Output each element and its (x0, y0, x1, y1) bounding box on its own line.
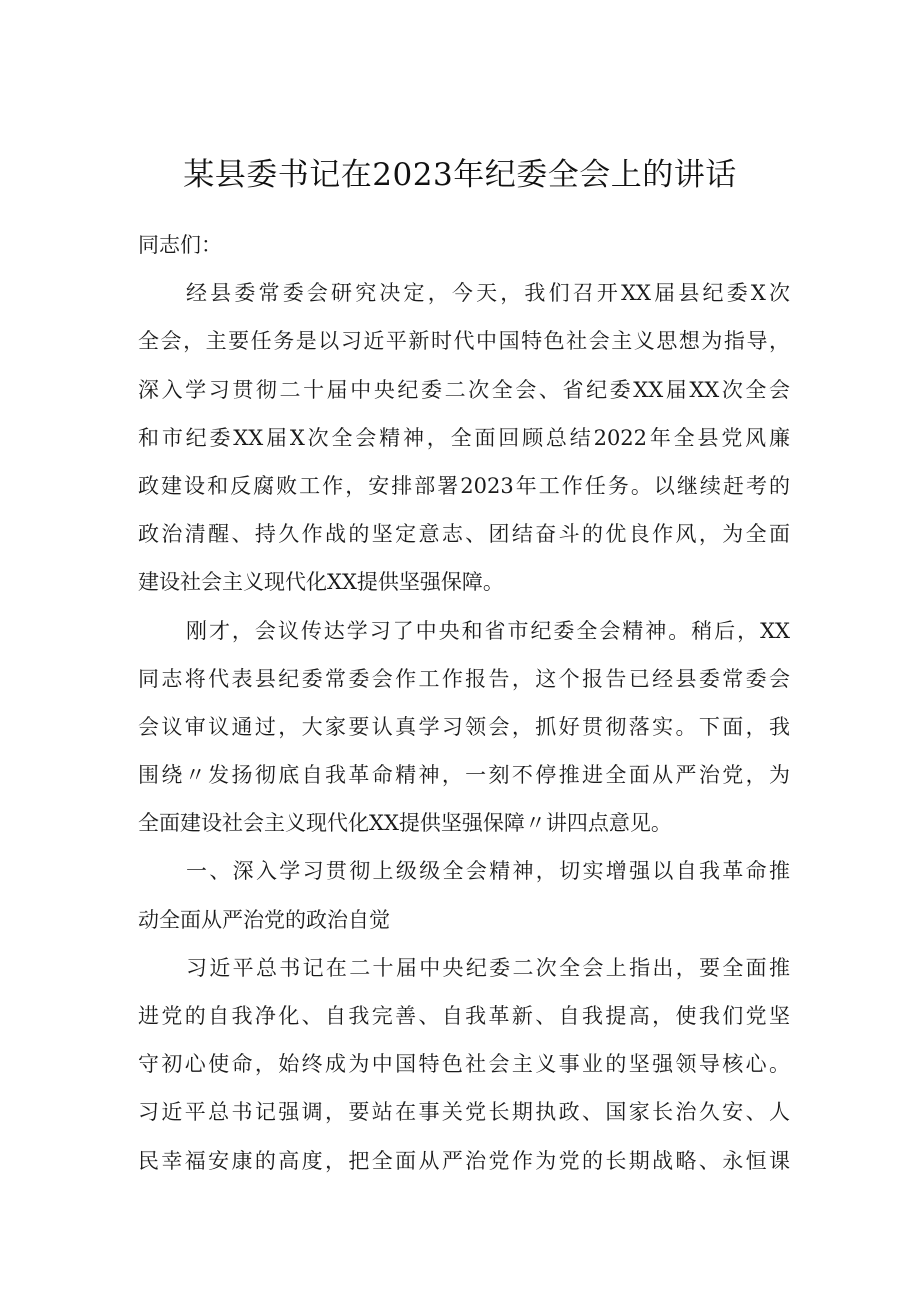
paragraph-3-line: 习近平总书记在二十届中央纪委二次全会上指出，要全面推 (186, 955, 790, 980)
paragraph-3-line: 习近平总书记强调，要站在事关党长期执政、国家长治久安、人 (138, 1100, 790, 1125)
paragraph-1-line: 经县委常委会研究决定，今天，我们召开XX届县纪委X次 (186, 281, 790, 306)
section-heading-line: 动全面从严治党的政治自觉 (138, 907, 390, 932)
paragraph-3-line: 进党的自我净化、自我完善、自我革新、自我提高，使我们党坚 (138, 1004, 790, 1028)
paragraph-2-line: 同志将代表县纪委常委会作工作报告，这个报告已经县委常委会 (138, 666, 790, 691)
paragraph-1-line: 政建设和反腐败工作，安排部署2023年工作任务。以继续赶考的 (138, 473, 790, 498)
paragraph-3-line: 守初心使命，始终成为中国特色社会主义事业的坚强领导核心。 (138, 1052, 790, 1077)
paragraph-1-line: 深入学习贯彻二十届中央纪委二次全会、省纪委XX届XX次全会 (138, 377, 790, 402)
paragraph-2-line: 围绕〃发扬彻底自我革命精神，一刻不停推进全面从严治党，为 (138, 763, 790, 788)
paragraph-1-line: 政治清醒、持久作战的坚定意志、团结奋斗的优良作风，为全面 (138, 522, 790, 547)
salutation-line: 同志们： (138, 233, 222, 257)
document-body (138, 221, 790, 1185)
section-heading-line: 一、深入学习贯彻上级级全会精神，切实增强以自我革命推 (186, 859, 790, 884)
paragraph-3-line: 民幸福安康的高度，把全面从严治党作为党的长期战略、永恒课 (138, 1148, 790, 1173)
paragraph-1-line: 建设社会主义现代化XX提供坚强保障。 (138, 570, 504, 595)
paragraph-2-line: 会议审议通过，大家要认真学习领会，抓好贯彻落实。下面，我 (138, 714, 790, 739)
paragraph-2-line: 全面建设社会主义现代化XX提供坚强保障〃讲四点意见。 (138, 811, 672, 836)
document-title: 某县委书记在2023年纪委全会上的讲话 (183, 157, 737, 193)
paragraph-1-line: 全会，主要任务是以习近平新时代中国特色社会主义思想为指导， (138, 329, 790, 354)
paragraph-2-line: 刚才，会议传达学习了中央和省市纪委全会精神。稍后，XX (186, 618, 790, 643)
paragraph-1-line: 和市纪委XX届X次全会精神，全面回顾总结2022年全县党风廉 (138, 425, 790, 450)
